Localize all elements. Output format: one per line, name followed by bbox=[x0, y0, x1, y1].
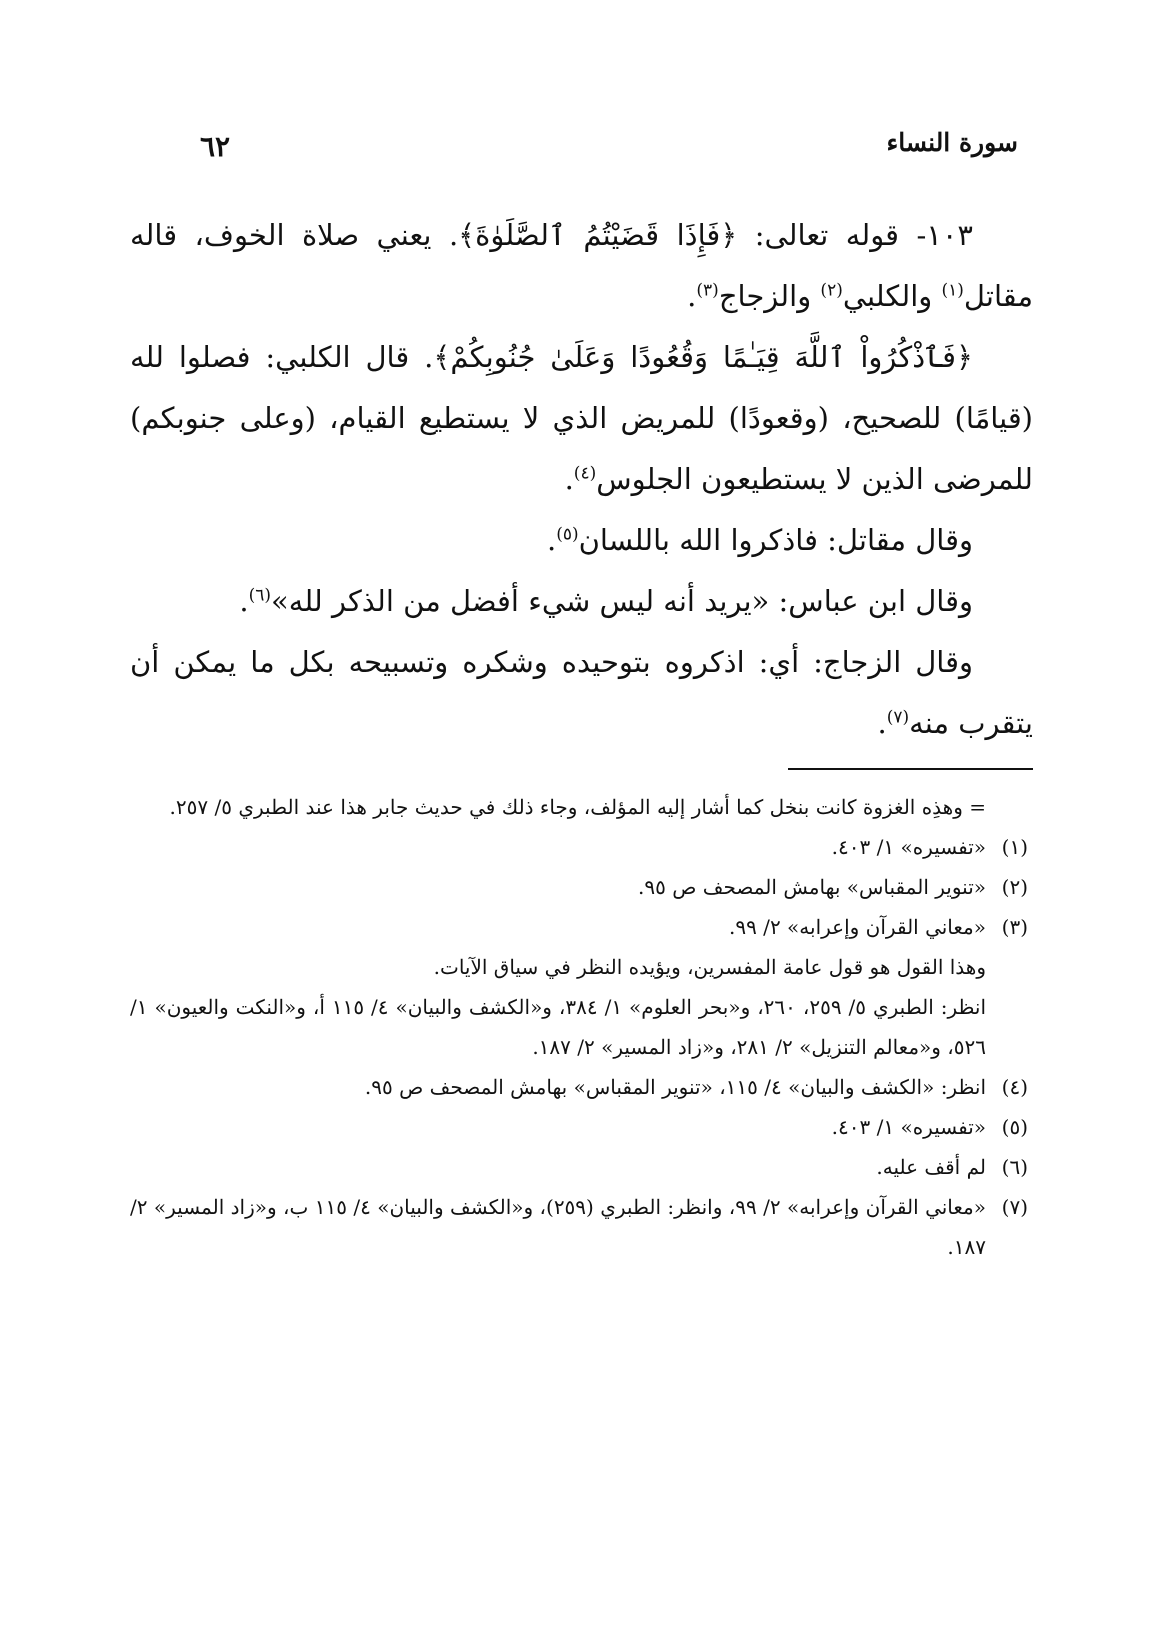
footnote-5 bbox=[130, 1107, 1028, 1147]
footnote-text-extra: انظر: الطبري ٥/ ٢٥٩، ٢٦٠، و«بحر العلوم» ١/ ٣٨٤، و«الكشف والبيان» ٤/ ١١٥ أ، و«النكت والعيون» ١/ ٥٢٦، و«معالم التنزيل» ٢/ ٢٨١، و«زاد المسير» ٢/ ١٨٧. bbox=[130, 995, 987, 1059]
footnote-1 bbox=[130, 827, 1028, 867]
footnote-number: (٤) bbox=[1001, 1075, 1028, 1099]
footnote-number: (٥) bbox=[1001, 1115, 1028, 1139]
text-segment: . bbox=[564, 462, 574, 496]
paragraph-muqatil bbox=[130, 510, 1033, 571]
page-number: ٦٢ bbox=[200, 130, 231, 163]
text-segment: . bbox=[877, 706, 887, 740]
text-segment: وقال مقاتل: فاذكروا الله باللسان bbox=[578, 523, 973, 557]
footnote-divider bbox=[788, 768, 1033, 770]
paragraph-remember-allah bbox=[130, 327, 1033, 510]
footnote-ref-6[interactable]: (٦) bbox=[248, 585, 272, 606]
page-header bbox=[200, 128, 1033, 168]
text-segment: وقال الزجاج: أي: اذكروه بتوحيده وشكره وتسبيحه بكل ما يمكن أن يتقرب منه bbox=[130, 645, 1033, 740]
footnote-2 bbox=[130, 867, 1028, 907]
footnote-number: (٣) bbox=[1001, 915, 1028, 939]
quran-quote: ﴿فَٱذْكُرُواْ ٱللَّهَ قِيَـٰمًا وَقُعُودًا وَعَلَىٰ جُنُوبِكُمْ﴾ bbox=[433, 340, 973, 374]
footnote-text: «تفسيره» ١/ ٤٠٣. bbox=[831, 835, 986, 859]
footnote-ref-1[interactable]: (١) bbox=[941, 280, 964, 301]
footnote-6 bbox=[130, 1147, 1028, 1187]
footnote-text: «معاني القرآن وإعرابه» ٢/ ٩٩، وانظر: الطبري (٢٥٩)، و«الكشف والبيان» ٤/ ١١٥ ب، و«زاد المسير» ٢/ ١٨٧. bbox=[130, 1195, 986, 1259]
footnote-text: «تنوير المقباس» بهامش المصحف ص ٩٥. bbox=[638, 875, 986, 899]
footnote-4 bbox=[130, 1067, 1028, 1107]
footnote-number: (٦) bbox=[1001, 1155, 1028, 1179]
text-segment: والزجاج bbox=[718, 279, 821, 313]
main-text bbox=[130, 205, 1033, 754]
footnote-ref-5[interactable]: (٥) bbox=[556, 524, 579, 545]
footnote-text: «معاني القرآن وإعرابه» ٢/ ٩٩. bbox=[728, 915, 986, 939]
footnote-number: (٢) bbox=[1001, 875, 1028, 899]
text-segment: ١٠٣- قوله تعالى: bbox=[737, 218, 974, 252]
footnote-text: «تفسيره» ١/ ٤٠٣. bbox=[831, 1115, 986, 1139]
text-segment: . يعني صلاة الخوف، قاله مقاتل bbox=[130, 218, 1033, 313]
footnote-ref-3[interactable]: (٣) bbox=[696, 280, 719, 301]
footnote-continuation: = وهذِه الغزوة كانت بنخل كما أشار إليه المؤلف، وجاء ذلك في حديث جابر هذا عند الطبري ٥/ ٢٥٧. bbox=[169, 795, 986, 819]
footnotes bbox=[130, 787, 1028, 1267]
footnote-text-extra: وهذا القول هو قول عامة المفسرين، ويؤيده النظر في سياق الآيات. bbox=[433, 955, 986, 979]
paragraph-ibn-abbas bbox=[130, 571, 1033, 632]
surah-title: سورة النساء bbox=[886, 128, 1018, 157]
text-segment: . bbox=[546, 523, 557, 557]
paragraph-zajjaj bbox=[130, 632, 1033, 754]
quran-quote: ﴿فَإِذَا قَضَيْتُمُ ٱلصَّلَوٰةَ﴾ bbox=[458, 218, 738, 252]
text-segment: والكلبي bbox=[842, 279, 942, 313]
footnote-ref-4[interactable]: (٤) bbox=[573, 463, 597, 484]
footnote-7 bbox=[130, 1187, 1028, 1267]
text-segment: . bbox=[687, 279, 697, 313]
paragraph-verse-103 bbox=[130, 205, 1033, 327]
text-segment: . bbox=[239, 584, 249, 618]
footnote-text: لم أقف عليه. bbox=[876, 1155, 986, 1179]
footnote-3 bbox=[130, 907, 1028, 1067]
text-segment: . قال الكلبي: فصلوا لله (قيامًا) للصحيح، (وقعودًا) للمريض الذي لا يستطيع القيام، (وعلى جنوبكم) للمرضى الذين لا يستطيعون الجلوس bbox=[130, 340, 1033, 496]
footnote-ref-2[interactable]: (٢) bbox=[820, 280, 843, 301]
footnote-ref-7[interactable]: (٧) bbox=[886, 707, 910, 728]
footnote-number: (١) bbox=[1001, 835, 1028, 859]
footnote-number: (٧) bbox=[1001, 1195, 1028, 1219]
text-segment: وقال ابن عباس: «يريد أنه ليس شيء أفضل من الذكر لله» bbox=[271, 584, 973, 618]
footnote-text: انظر: «الكشف والبيان» ٤/ ١١٥، «تنوير المقباس» بهامش المصحف ص ٩٥. bbox=[364, 1075, 986, 1099]
